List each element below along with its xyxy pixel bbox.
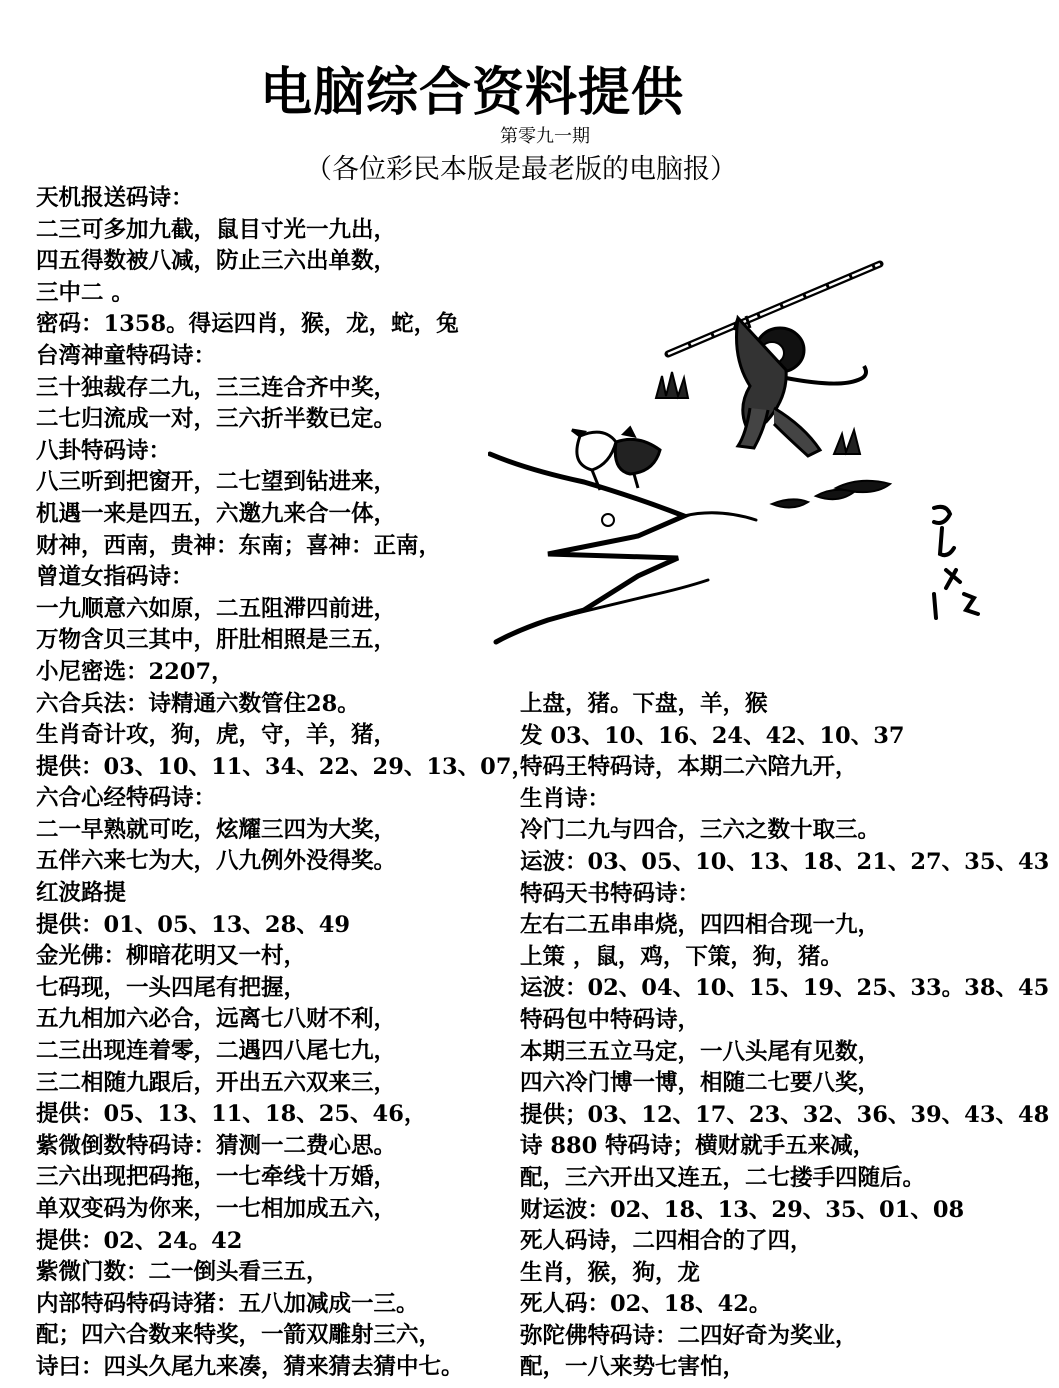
left-column-line: 五伴六来七为大，八九例外没得奖。 xyxy=(36,848,397,875)
artist-signature xyxy=(934,507,978,618)
left-column-line: 二一早熟就可吃，炫耀三四为大奖， xyxy=(36,816,397,843)
left-column-line: 生肖奇计攻，狗，虎，守，羊，猪， xyxy=(36,722,397,749)
left-column-line: 八三听到把窗开，二七望到钻进来， xyxy=(36,469,397,496)
ground-ink-strokes xyxy=(490,454,756,642)
page-title: 电脑综合资料提供 xyxy=(260,63,685,123)
right-column xyxy=(520,689,1050,1384)
right-column-line: 运波：03、05、10、13、18、21、27、35、43 xyxy=(520,848,1050,875)
left-column-line: 紫微倒数特码诗：猜测一二费心思。 xyxy=(36,1132,397,1159)
left-column-line: 曾道女指码诗： xyxy=(36,564,194,591)
left-column-line: 提供：05、13、11、18、25、46， xyxy=(36,1101,427,1128)
right-column-line: 诗 880 特码诗；横财就手五来减， xyxy=(520,1133,876,1160)
left-column-line: 诗曰：四头久尾九来凑，猜来猜去猜中七。 xyxy=(36,1353,464,1380)
left-column-line: 四五得数被八减，防止三六出单数， xyxy=(36,248,397,275)
right-column-line: 左右二五串串烧，四四相合现一九， xyxy=(520,912,881,939)
left-column-line: 六合兵法：诗精通六数管住28。 xyxy=(36,690,360,717)
right-column-line: 生肖诗： xyxy=(520,785,611,812)
right-column-line: 死人码：02、18、42。 xyxy=(520,1291,772,1318)
left-column-line: 三六出现把码拖，一七牵线十万婚， xyxy=(36,1164,397,1191)
right-column-line: 上策 ，鼠，鸡，下策，狗，猪。 xyxy=(520,943,843,970)
right-column-line: 发 03、10、16、24、42、10、37 xyxy=(520,722,905,749)
right-column-line: 生肖，猴，狗，龙 xyxy=(520,1259,701,1286)
right-column-line: 配，三六开出又连五，二七搂手四随后。 xyxy=(520,1164,926,1191)
left-column-line: 二七归流成一对，三六折半数已定。 xyxy=(36,406,397,433)
left-column-line: 内部特码特码诗猪：五八加减成一三。 xyxy=(36,1290,419,1317)
left-column-line: 六合心经特码诗： xyxy=(36,785,217,812)
left-column-line: 七码现，一头四尾有把握， xyxy=(36,974,307,1001)
left-column-line: 万物含贝三其中，肝肚相照是三五， xyxy=(36,627,397,654)
left-column-line: 二三出现连着零，二遇四八尾七九， xyxy=(36,1038,397,1065)
right-column-line: 特码包中特码诗， xyxy=(520,1006,701,1033)
left-column-line: 金光佛：柳暗花明又一村， xyxy=(36,943,307,970)
left-column-line: 二三可多加九截，鼠目寸光一九出， xyxy=(36,216,397,243)
right-column-line: 四六冷门博一博，相随二七要八奖， xyxy=(520,1070,881,1097)
left-column-line: 配；四六合数来特奖，一箭双雕射三六， xyxy=(36,1322,442,1349)
left-column-line: 八卦特码诗： xyxy=(36,437,172,464)
left-column-line: 财神，西南，贵神：东南；喜神：正南， xyxy=(36,532,442,559)
page-subtitle: （各位彩民本版是最老版的电脑报） xyxy=(305,154,737,185)
right-column-line: 配，一八来势七害怕， xyxy=(520,1354,746,1381)
right-column-line: 运波：02、04、10、15、19、25、33。38、45 xyxy=(520,975,1050,1002)
right-column-line: 冷门二九与四合，三六之数十取三。 xyxy=(520,817,881,844)
left-column-line: 一九顺意六如原，二五阻滞四前进， xyxy=(36,595,397,622)
left-column-line: 红波路提 xyxy=(36,880,127,907)
left-column-line: 三二相随九跟后，开出五六双来三， xyxy=(36,1069,397,1096)
left-column-line: 小尼密选：2207， xyxy=(36,658,234,685)
left-column-line: 紫微门数：二一倒头看三五， xyxy=(36,1259,329,1286)
left-column-line: 提供：03、10、11、34、22、29、13、07， xyxy=(36,753,534,780)
monkey-ink-illustration xyxy=(488,258,993,660)
right-column-line: 提供；03、12、17、23、32、36、39、43、48 xyxy=(520,1101,1050,1128)
left-column-line: 单双变码为你来，一七相加成五六， xyxy=(36,1196,397,1222)
left-column-line: 提供：02、24。42 xyxy=(36,1227,243,1254)
monkey-figure xyxy=(734,316,866,456)
left-column-line: 三十独裁存二九，三三连合齐中奖， xyxy=(36,374,397,401)
left-column-line: 提供：01、05、13、28、49 xyxy=(36,911,351,938)
left-column-line: 密码：1358。得运四肖，猴，龙，蛇，兔 xyxy=(36,311,459,338)
left-column xyxy=(36,183,534,1384)
left-column-line: 三中二 。 xyxy=(36,279,134,306)
right-column-line: 死人码诗，二四相合的了四， xyxy=(520,1228,813,1255)
right-column-line: 财运波：02、18、13、29、35、01、08 xyxy=(520,1196,965,1223)
right-column-line: 本期三五立马定，一八头尾有见数， xyxy=(520,1038,881,1065)
right-column-line: 弥陀佛特码诗：二四好奇为奖业， xyxy=(520,1322,858,1349)
right-column-line: 上盘，猪。下盘，羊，猴 xyxy=(520,691,768,717)
left-column-line: 五九相加六必合，远离七八财不利， xyxy=(36,1006,397,1033)
left-column-line: 机遇一来是四五，六邀九来合一体， xyxy=(36,500,397,527)
issue-number: 第零九一期 xyxy=(500,126,590,147)
right-column-line: 特码王特码诗，本期二六陪九开， xyxy=(520,754,858,781)
left-column-line: 天机报送码诗： xyxy=(36,185,194,211)
right-column-line: 特码天书特码诗： xyxy=(520,880,701,907)
left-column-line: 台湾神童特码诗： xyxy=(36,342,217,369)
